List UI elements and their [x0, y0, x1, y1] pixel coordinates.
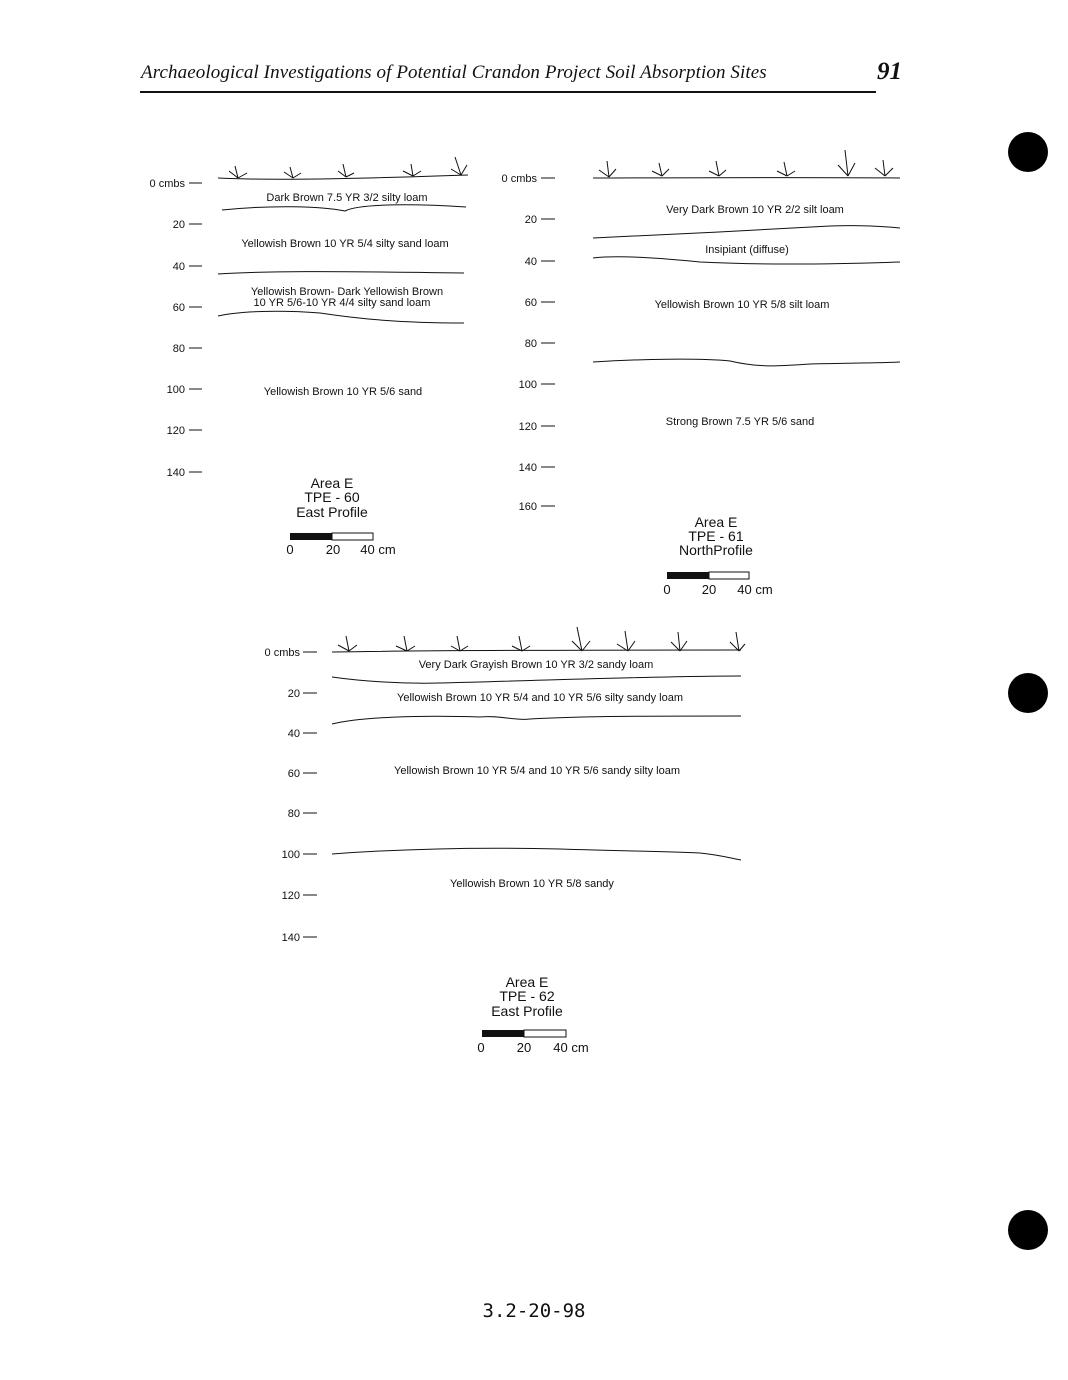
depth-label: 120: [518, 421, 537, 433]
scale-bar: [286, 533, 395, 557]
document-code: 3.2-20-98: [482, 1300, 586, 1322]
layer-label: Yellowish Brown 10 YR 5/6 sand: [263, 386, 423, 398]
layer-label: Very Dark Brown 10 YR 2/2 silt loam: [666, 204, 844, 216]
scale-label: 0: [286, 542, 294, 557]
profile-unit-label: TPE - 60: [304, 489, 360, 505]
grass-symbols: [338, 627, 745, 651]
depth-label: 80: [172, 343, 185, 355]
depth-label: 100: [518, 379, 537, 391]
scale-bar: [663, 572, 772, 597]
depth-label: 120: [281, 890, 300, 902]
scale-label: 40 cm: [360, 542, 396, 557]
scale-label: 40 cm: [737, 582, 773, 597]
profile-area-label: Area E: [694, 514, 738, 530]
depth-label: 100: [281, 849, 300, 861]
depth-label: 140: [518, 462, 537, 474]
depth-label: 120: [166, 425, 185, 437]
layer-label: Yellowish Brown- Dark Yellowish Brown: [250, 286, 444, 298]
layer-label: Yellowish Brown 10 YR 5/4 and 10 YR 5/6 sandy silty loam: [394, 765, 680, 777]
depth-label: 20: [524, 214, 537, 226]
layer-label: Yellowish Brown 10 YR 5/4 and 10 YR 5/6 silty sandy loam: [397, 692, 683, 704]
scale-label: 0: [663, 582, 671, 597]
profile-unit-label: TPE - 62: [499, 988, 555, 1004]
depth-label: 0 cmbs: [501, 173, 537, 185]
horizon-boundaries: [332, 650, 741, 860]
scale-label: 20: [516, 1040, 532, 1055]
depth-label: 80: [287, 808, 300, 820]
layer-label: Yellowish Brown 10 YR 5/8 sandy: [450, 878, 614, 890]
depth-label: 40: [287, 728, 300, 740]
depth-ticks: [303, 652, 317, 937]
depth-label: 80: [524, 338, 537, 350]
depth-label: 0 cmbs: [264, 647, 300, 659]
layer-label: Yellowish Brown 10 YR 5/4 silty sand loam: [241, 238, 449, 250]
depth-ticks: [189, 183, 202, 472]
profile-area-label: Area E: [310, 475, 354, 491]
depth-label: 60: [172, 302, 185, 314]
depth-label: 100: [166, 384, 185, 396]
depth-label: 60: [287, 768, 300, 780]
page-number: 91: [877, 58, 902, 85]
depth-label: 40: [524, 256, 537, 268]
profile-area-label: Area E: [505, 974, 549, 990]
scale-label: 0: [477, 1040, 485, 1055]
grass-symbols: [599, 150, 893, 177]
page-header-title: Archaeological Investigations of Potential Crandon Project Soil Absorption Sites: [141, 62, 767, 83]
profile-tpe-62: [265, 627, 745, 1055]
depth-label: 20: [287, 688, 300, 700]
profile-unit-label: TPE - 61: [688, 528, 744, 544]
depth-label: 0 cmbs: [149, 178, 185, 190]
layer-label: Strong Brown 7.5 YR 5/6 sand: [665, 416, 815, 428]
scale-label: 20: [325, 542, 341, 557]
depth-label: 60: [524, 297, 537, 309]
layer-label: Dark Brown 7.5 YR 3/2 silty loam: [266, 192, 428, 204]
layer-label: Yellowish Brown 10 YR 5/8 silt loam: [654, 299, 830, 311]
layer-label: Insipiant (diffuse): [705, 244, 789, 256]
layer-label: Very Dark Grayish Brown 10 YR 3/2 sandy loam: [418, 659, 654, 671]
scale-label: 40 cm: [553, 1040, 589, 1055]
scale-label: 20: [701, 582, 717, 597]
layer-label: 10 YR 5/6-10 YR 4/4 silty sand loam: [253, 297, 431, 309]
depth-label: 160: [518, 501, 537, 513]
profile-tpe-61: [502, 150, 900, 597]
scale-bar: [477, 1030, 588, 1055]
profile-name-label: East Profile: [491, 1003, 563, 1019]
depth-label: 140: [281, 932, 300, 944]
profile-name-label: NorthProfile: [679, 542, 753, 558]
depth-ticks: [541, 178, 555, 506]
depth-label: 20: [172, 219, 185, 231]
profile-tpe-60: [150, 157, 468, 557]
profile-name-label: East Profile: [296, 504, 368, 520]
depth-label: 40: [172, 261, 185, 273]
depth-label: 140: [166, 467, 185, 479]
grass-symbols: [229, 157, 467, 178]
